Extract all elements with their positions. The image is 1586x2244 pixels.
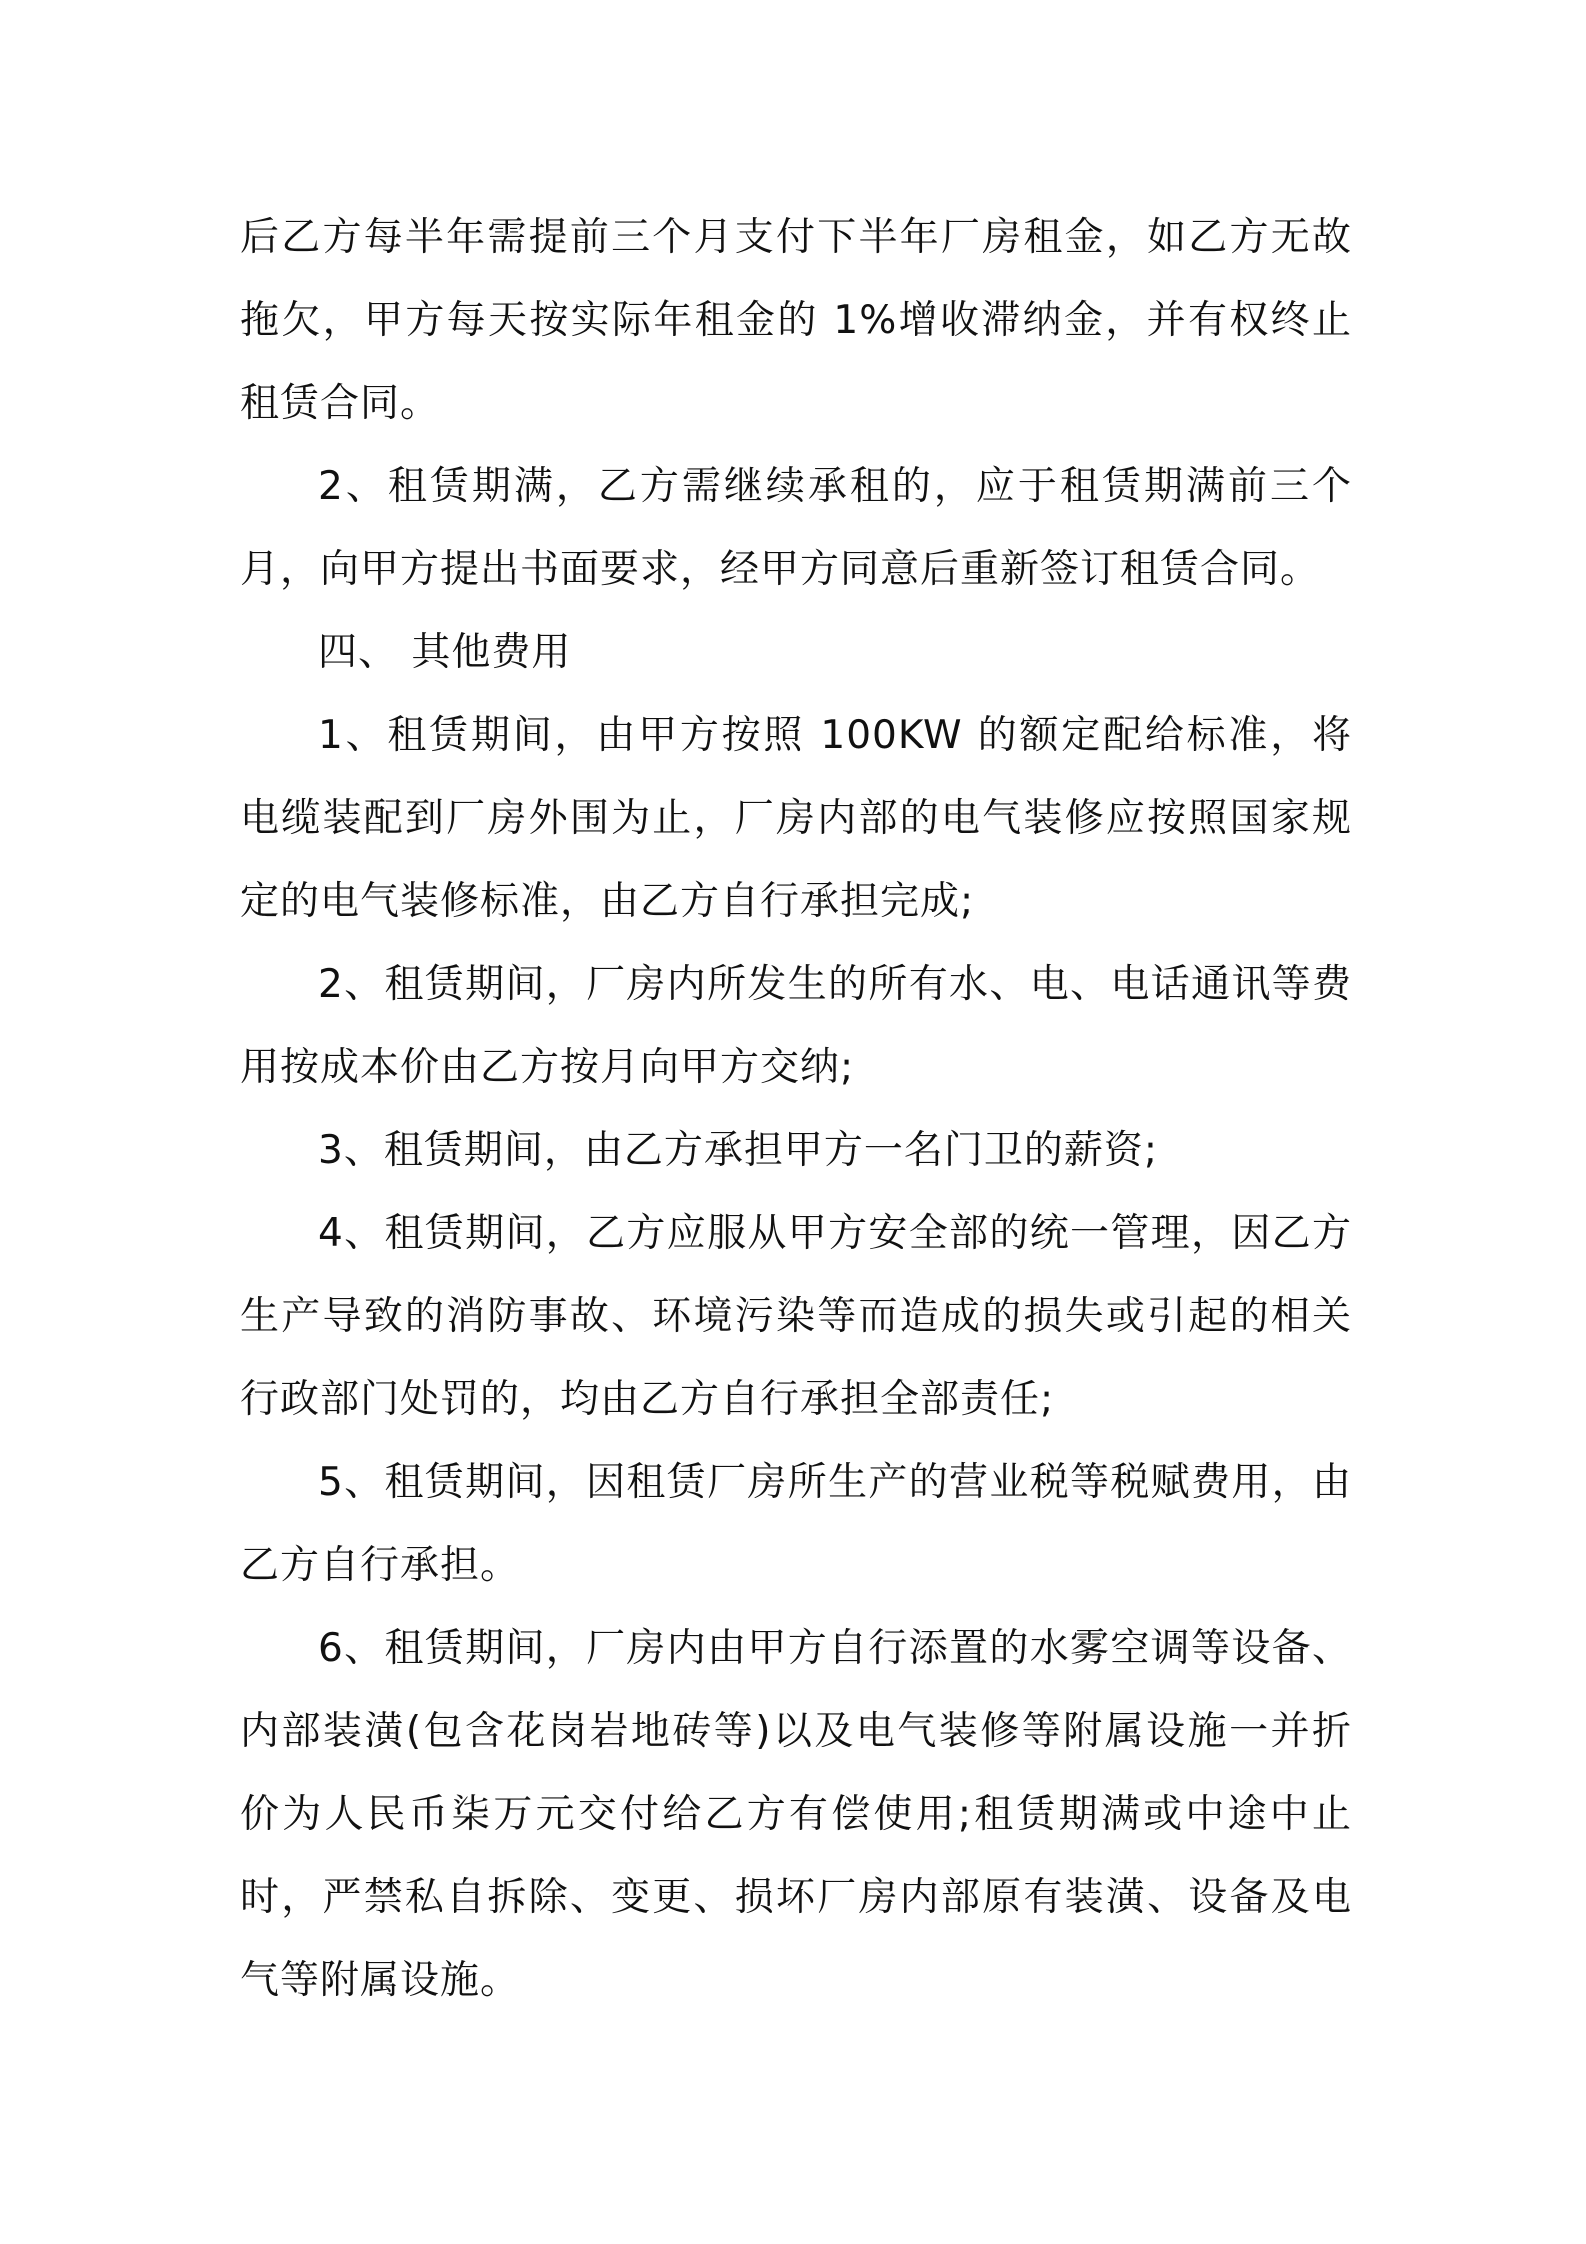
paragraph-fee-4-safety: 4、租赁期间，乙方应服从甲方安全部的统一管理，因乙方生产导致的消防事故、环境污染等而造成的损失或引起的相关行政部门处罚的，均由乙方自行承担全部责任; — [240, 1211, 1352, 1422]
paragraph-fee-5-taxes: 5、租赁期间，因租赁厂房所生产的营业税等税赋费用，由乙方自行承担。 — [240, 1460, 1352, 1588]
document-body — [240, 196, 1352, 2022]
paragraph-fee-6-facilities: 6、租赁期间，厂房内由甲方自行添置的水雾空调等设备、内部装潢(包含花岗岩地砖等)以及电气装修等附属设施一并折价为人民币柒万元交付给乙方有偿使用;租赁期满或中途中止时，严禁私自拆除、变更、损坏厂房内部原有装潢、设备及电气等附属设施。 — [240, 1626, 1352, 2003]
section-heading-other-fees: 四、 其他费用 — [318, 630, 572, 675]
paragraph-fee-3-guard-salary: 3、租赁期间，由乙方承担甲方一名门卫的薪资; — [318, 1128, 1158, 1173]
paragraph-fee-1-electricity: 1、租赁期间，由甲方按照 100KW 的额定配给标准，将电缆装配到厂房外围为止，厂房内部的电气装修应按照国家规定的电气装修标准，由乙方自行承担完成; — [240, 713, 1352, 924]
paragraph-rent-payment: 后乙方每半年需提前三个月支付下半年厂房租金，如乙方无故拖欠，甲方每天按实际年租金的 1%增收滞纳金，并有权终止租赁合同。 — [240, 215, 1352, 426]
paragraph-lease-renewal: 2、租赁期满，乙方需继续承租的，应于租赁期满前三个月，向甲方提出书面要求，经甲方同意后重新签订租赁合同。 — [240, 464, 1352, 592]
paragraph-fee-2-utilities: 2、租赁期间，厂房内所发生的所有水、电、电话通讯等费用按成本价由乙方按月向甲方交纳; — [240, 962, 1352, 1090]
